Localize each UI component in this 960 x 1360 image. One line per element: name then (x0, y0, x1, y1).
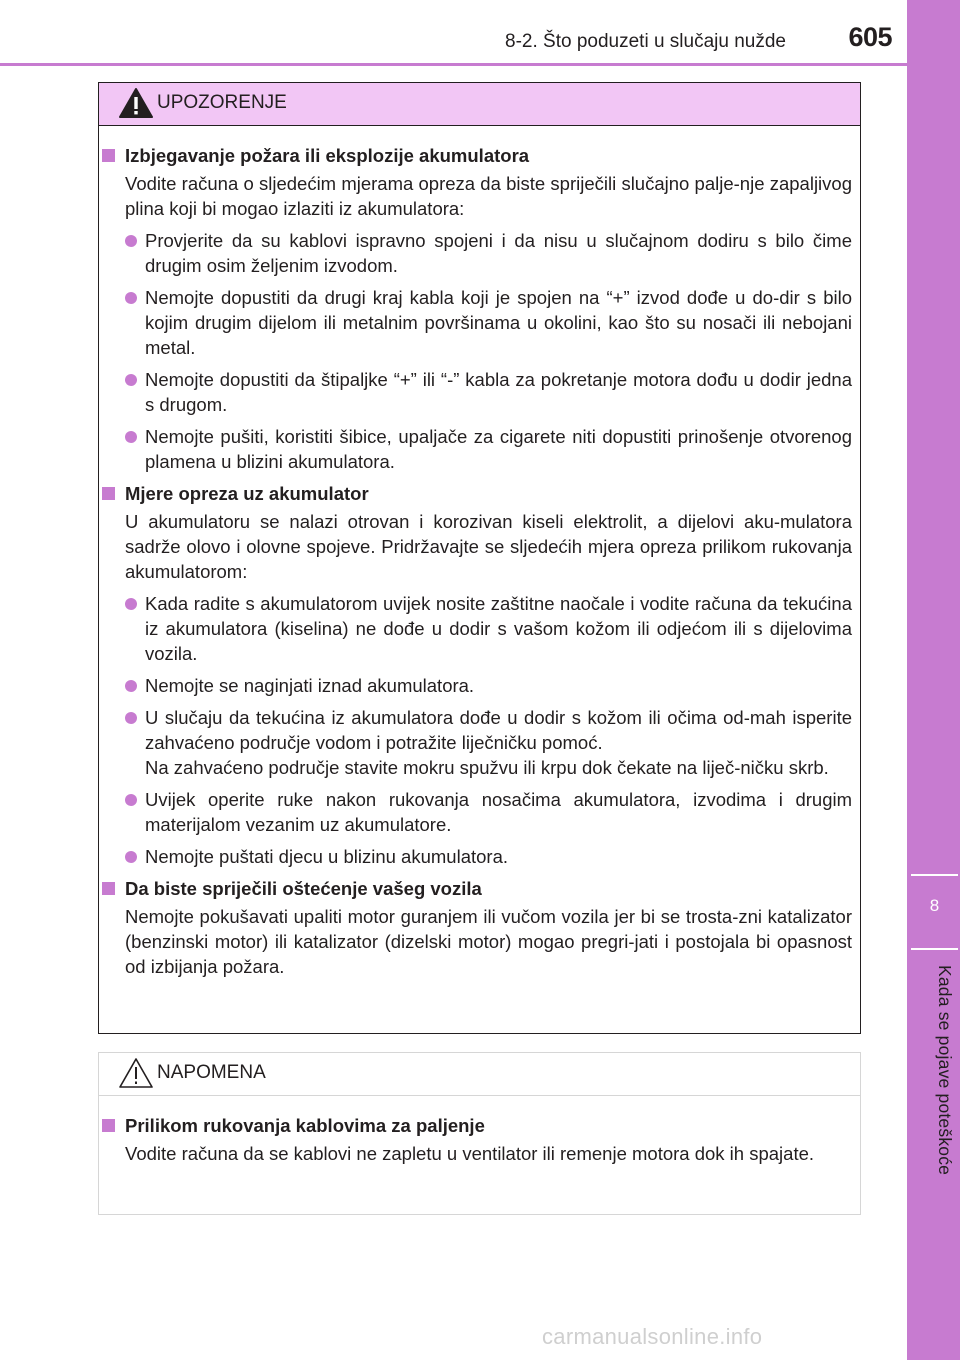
round-bullet-icon (125, 851, 137, 863)
list-item: Kada radite s akumulatorom uvijek nosite zaštitne naočale i vodite računa da tekućina iz akumulatora (kiselina) ne dođe u dodir s vašom kožom ili odjećom ili s dijelovima vozila. (99, 591, 860, 666)
notice-title: NAPOMENA (157, 1062, 266, 1083)
round-bullet-icon (125, 712, 137, 724)
list-item: Nemojte dopustiti da štipaljke “+” ili “-” kabla za pokretanje motora dođu u dodir jedna s drugom. (99, 367, 860, 417)
square-bullet-icon (102, 149, 115, 162)
round-bullet-icon (125, 292, 137, 304)
list-item: Uvijek operite ruke nakon rukovanja nosačima akumulatora, izvodima i drugim materijalom vezanim uz akumulatore. (99, 787, 860, 837)
warning-triangle-icon (117, 86, 155, 120)
notice-section (99, 1113, 860, 1166)
warning-section (99, 876, 860, 979)
round-bullet-icon (125, 431, 137, 443)
round-bullet-icon (125, 374, 137, 386)
list-item: Nemojte pušiti, koristiti šibice, upaljače za cigarete niti dopustiti prinošenje otvorenog plamena u blizini akumulatora. (99, 424, 860, 474)
section-heading: Prilikom rukovanja kablovima za paljenje (99, 1113, 860, 1138)
page-number: 605 (848, 22, 892, 52)
round-bullet-icon (125, 680, 137, 692)
section-text: Vodite računa o sljedećim mjerama opreza da biste spriječili slučajno palje-nje zapaljivog plina koji bi mogao izlaziti iz akumulatora: (125, 173, 852, 219)
notice-header (99, 1053, 860, 1096)
list-item: Nemojte puštati djecu u blizinu akumulatora. (99, 844, 860, 869)
warning-box (98, 82, 861, 1034)
notice-content (99, 1113, 860, 1173)
list-item: Nemojte se naginjati iznad akumulatora. (99, 673, 860, 698)
warning-section (99, 143, 860, 474)
square-bullet-icon (102, 487, 115, 500)
list-item-continuation: Na zahvaćeno područje stavite mokru spužvu ili krpu dok čekate na liječ-ničku skrb. (145, 757, 829, 778)
chapter-number: 8 (929, 896, 940, 915)
square-bullet-icon (102, 882, 115, 895)
notice-box (98, 1052, 861, 1215)
section-heading: Mjere opreza uz akumulator (99, 481, 860, 506)
list-item: Provjerite da su kablovi ispravno spojeni i da nisu u slučajnom dodiru s bilo čime drugim osim željenim izvodom. (99, 228, 860, 278)
header-rule (0, 63, 907, 66)
square-bullet-icon (102, 1119, 115, 1132)
warning-title: UPOZORENJE (157, 92, 287, 113)
notice-triangle-icon (117, 1056, 155, 1090)
section-text: U akumulatoru se nalazi otrovan i korozivan kiseli elektrolit, a dijelovi aku-mulatora sadrže olovo i olovne spojeve. Pridržavajte se sljedećih mjera opreza prilikom rukovanja akumulatorom: (125, 511, 852, 582)
warning-section (99, 481, 860, 869)
section-heading: Izbjegavanje požara ili eksplozije akumulatora (99, 143, 860, 168)
section-heading: Da biste spriječili oštećenje vašeg vozila (99, 876, 860, 901)
section-title: 8-2. Što poduzeti u slučaju nužde (505, 31, 786, 52)
watermark: carmanualsonline.info (542, 1324, 763, 1349)
warning-header (99, 83, 860, 126)
warning-content (99, 143, 860, 986)
round-bullet-icon (125, 794, 137, 806)
list-item: U slučaju da tekućina iz akumulatora dođe u dodir s kožom ili očima od-mah isperite zahvaćeno područje vodom i potražite liječničku pomoć. Na zahvaćeno područje stavite mokru spužvu ili krpu dok čekate na liječ-ničku skrb. (99, 705, 860, 780)
round-bullet-icon (125, 598, 137, 610)
list-item: Nemojte dopustiti da drugi kraj kabla koji je spojen na “+” izvod dođe u do-dir s bilo kojim drugim dijelom ili metalnim površinama u okolini, kao što su nosači ili nebojani metal. (99, 285, 860, 360)
chapter-title: Kada se pojave poteškoće (935, 965, 955, 1176)
section-text: Nemojte pokušavati upaliti motor guranjem ili vučom vozila jer bi se trosta-zni katalizator (benzinski motor) ili katalizator (dizelski motor) mogao pregri-jati i postojala bi opasnost od izbijanja požara. (125, 906, 852, 977)
section-text: Vodite računa da se kablovi ne zapletu u ventilator ili remenje motora dok ih spajate. (125, 1143, 815, 1164)
round-bullet-icon (125, 235, 137, 247)
